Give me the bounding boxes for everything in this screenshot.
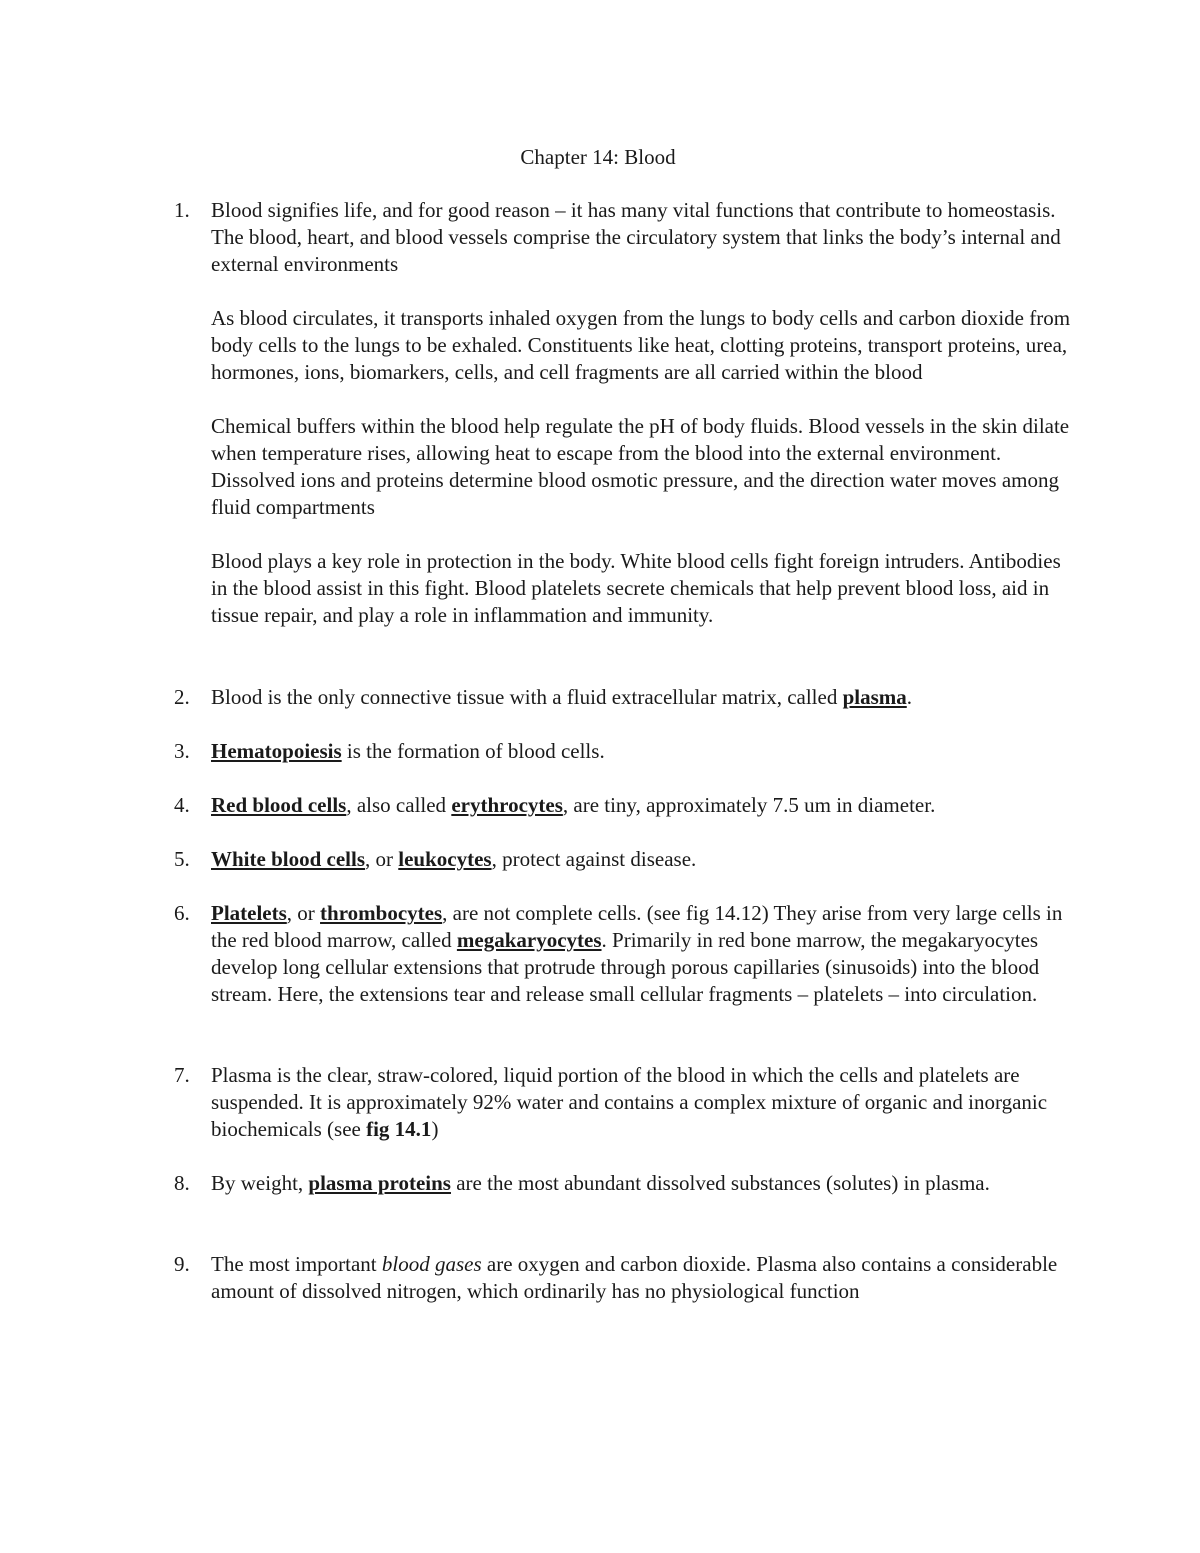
text-run: , or [365,847,399,871]
key-term: leukocytes [398,847,492,871]
item-number: 4. [174,793,190,817]
figure-reference: fig 14.1 [366,1117,432,1141]
item-body [211,738,1071,765]
item-number: 6. [174,901,190,925]
key-term: plasma [842,685,907,709]
item-body [211,846,1071,873]
text-run: are oxygen and carbon dioxide. Plasma also contains a considerable amount of dissolved nitrogen, which ordinarily has no physiological function [211,1252,1058,1303]
paragraph: Blood signifies life, and for good reason – it has many vital functions that contribute to homeostasis. The blood, heart, and blood vessels comprise the circulatory system that links the body’s internal and external environments [211,198,1061,276]
key-term: Red blood cells [211,793,347,817]
paragraph [211,846,1071,873]
item-number: 3. [174,739,190,763]
text-run: . [906,685,913,709]
paragraph [211,684,1071,711]
key-term: plasma proteins [308,1171,451,1195]
text-run: , are not complete cells. (see fig 14.12) They arise from very large cells in the red blood marrow, called [211,901,1063,952]
item-number: 8. [174,1171,190,1195]
text-run: are the most abundant dissolved substances (solutes) in plasma. [450,1171,990,1195]
paragraph: Blood plays a key role in protection in the body. White blood cells fight foreign intruders. Antibodies in the blood assist in this fight. Blood platelets secrete chemicals that help prevent blood loss, aid in tissue repair, and play a role in inflammation and immunity. [211,549,1061,627]
paragraph [211,738,1071,765]
paragraph [211,1170,1071,1197]
text-run: , or [286,901,321,925]
text-run: is the formation of blood cells. [341,739,605,763]
page-title: Chapter 14: Blood [520,145,676,169]
item-body [211,1062,1071,1143]
item-number: 7. [174,1063,190,1087]
key-term: thrombocytes [320,901,443,925]
text-run: , protect against disease. [491,847,697,871]
emphasis-term: blood gases [381,1252,482,1276]
key-term: Hematopoiesis [211,739,342,763]
text-run: , are tiny, approximately 7.5 um in diameter. [562,793,936,817]
paragraph [211,792,1071,819]
key-term: megakaryocytes [456,928,602,952]
text-run: By weight, [211,1171,309,1195]
text-run: Blood is the only connective tissue with a fluid extracellular matrix, called [211,685,843,709]
item-number: 1. [174,198,190,222]
text-run: ) [431,1117,439,1141]
item-body [211,1170,1071,1197]
key-term: erythrocytes [451,793,563,817]
item-body [211,684,1071,711]
item-body [211,197,1071,629]
paragraph [211,1251,1071,1305]
key-term: White blood cells [211,847,366,871]
paragraph: As blood circulates, it transports inhaled oxygen from the lungs to body cells and carbon dioxide from body cells to the lungs to be exhaled. Constituents like heat, clotting proteins, transport proteins, urea, hormones, ions, biomarkers, cells, and cell fragments are all carried within the blood [211,306,1071,384]
paragraph [211,900,1071,1008]
text-run: , also called [346,793,452,817]
paragraph [211,1062,1071,1143]
item-number: 9. [174,1252,190,1276]
item-number: 2. [174,685,190,709]
key-term: Platelets [211,901,287,925]
text-run: The most important [211,1252,382,1276]
paragraph: Chemical buffers within the blood help regulate the pH of body fluids. Blood vessels in the skin dilate when temperature rises, allowing heat to escape from the blood into the external environment. Dissolved ions and proteins determine blood osmotic pressure, and the direction water moves among fluid compartments [211,414,1070,519]
item-body [211,1251,1071,1305]
text-run: . Primarily in red bone marrow, the megakaryocytes develop long cellular extensions that protrude through porous capillaries (sinusoids) into the blood stream. Here, the extensions tear and release small cellular fragments – platelets – into circulation. [211,928,1040,1006]
text-run: Plasma is the clear, straw-colored, liquid portion of the blood in which the cells and platelets are suspended. It is approximately 92% water and contains a complex mixture of organic and inorganic biochemicals (see [211,1063,1048,1141]
item-number: 5. [174,847,190,871]
item-body [211,900,1071,1008]
item-body [211,792,1071,819]
